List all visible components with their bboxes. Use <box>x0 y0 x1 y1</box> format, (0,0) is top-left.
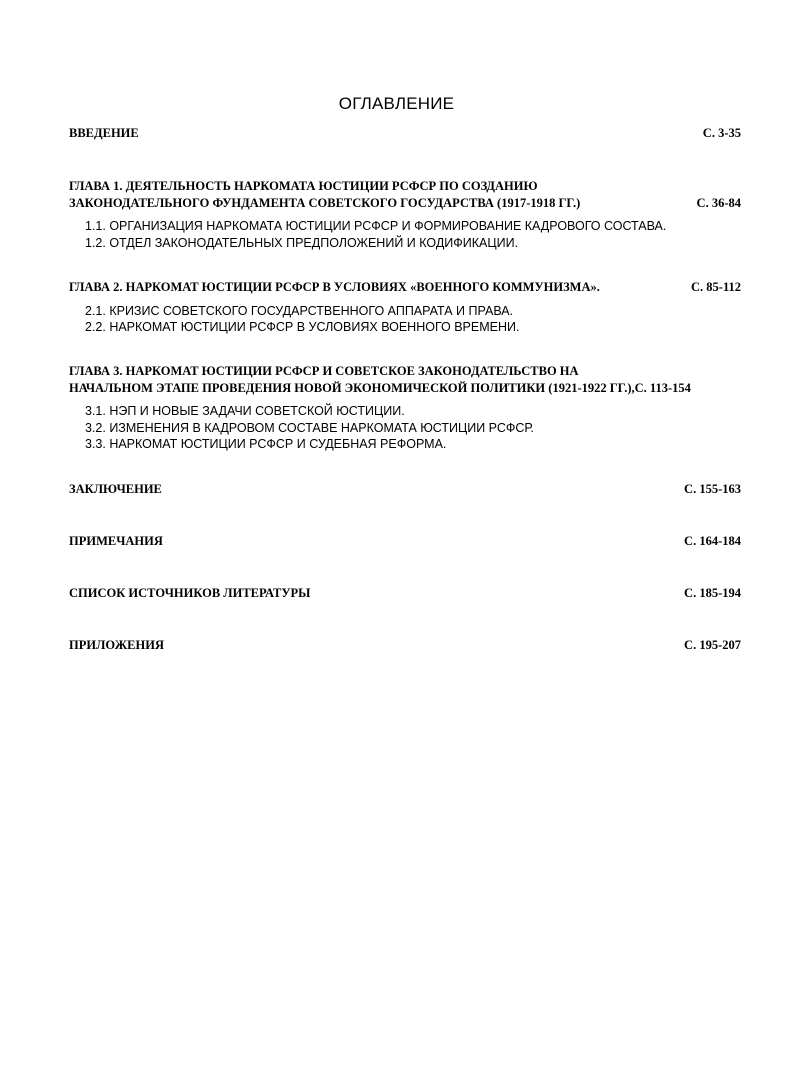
toc-chapter-title: ГЛАВА 3. НАРКОМАТ ЮСТИЦИИ РСФСР И СОВЕТСКОЕ ЗАКОНОДАТЕЛЬСТВО НА <box>69 364 579 378</box>
toc-entry-label: СПИСОК ИСТОЧНИКОВ ЛИТЕРАТУРЫ <box>69 586 311 600</box>
toc-entry-pages: С. 85-112 <box>691 280 741 294</box>
toc-chapter-3-line-2 <box>69 381 769 396</box>
toc-entry-conclusion <box>69 482 741 497</box>
toc-section-1-1: 1.1. ОРГАНИЗАЦИЯ НАРКОМАТА ЮСТИЦИИ РСФСР И ФОРМИРОВАНИЕ КАДРОВОГО СОСТАВА. <box>85 219 667 233</box>
toc-entry-intro <box>69 126 741 141</box>
toc-chapter-2 <box>69 280 741 295</box>
toc-entry-appendix <box>69 638 741 653</box>
toc-chapter-title: ГЛАВА 2. НАРКОМАТ ЮСТИЦИИ РСФСР В УСЛОВИЯХ «ВОЕННОГО КОММУНИЗМА». <box>69 280 600 294</box>
toc-entry-pages: С. 185-194 <box>684 586 741 600</box>
toc-section-3-2: 3.2. ИЗМЕНЕНИЯ В КАДРОВОМ СОСТАВЕ НАРКОМАТА ЮСТИЦИИ РСФСР. <box>85 421 534 435</box>
toc-entry-label: ПРИМЕЧАНИЯ <box>69 534 163 548</box>
toc-entry-pages: С. 164-184 <box>684 534 741 548</box>
toc-chapter-1-line-2 <box>69 196 741 211</box>
toc-chapter-title: ЗАКОНОДАТЕЛЬНОГО ФУНДАМЕНТА СОВЕТСКОГО ГОСУДАРСТВА (1917-1918 ГГ.) <box>69 196 581 210</box>
toc-chapter-title: НАЧАЛЬНОМ ЭТАПЕ ПРОВЕДЕНИЯ НОВОЙ ЭКОНОМИЧЕСКОЙ ПОЛИТИКИ (1921-1922 ГГ.),С. 113-154 <box>69 381 691 395</box>
toc-entry-sources <box>69 586 741 601</box>
toc-entry-pages: С. 195-207 <box>684 638 741 652</box>
toc-section-2-1: 2.1. КРИЗИС СОВЕТСКОГО ГОСУДАРСТВЕННОГО АППАРАТА И ПРАВА. <box>85 304 514 318</box>
toc-entry-label: ЗАКЛЮЧЕНИЕ <box>69 482 162 496</box>
toc-entry-pages: С. 155-163 <box>684 482 741 496</box>
toc-entry-pages: С. 36-84 <box>696 196 741 210</box>
toc-chapter-title: ГЛАВА 1. ДЕЯТЕЛЬНОСТЬ НАРКОМАТА ЮСТИЦИИ РСФСР ПО СОЗДАНИЮ <box>69 179 538 193</box>
toc-section-3-3: 3.3. НАРКОМАТ ЮСТИЦИИ РСФСР И СУДЕБНАЯ РЕФОРМА. <box>85 437 447 451</box>
toc-entry-label: ПРИЛОЖЕНИЯ <box>69 638 164 652</box>
toc-section-2-2: 2.2. НАРКОМАТ ЮСТИЦИИ РСФСР В УСЛОВИЯХ ВОЕННОГО ВРЕМЕНИ. <box>85 320 520 334</box>
toc-chapter-1-line-1 <box>69 179 741 194</box>
toc-title: ОГЛАВЛЕНИЕ <box>338 94 455 113</box>
toc-entry-notes <box>69 534 741 549</box>
toc-section-1-2: 1.2. ОТДЕЛ ЗАКОНОДАТЕЛЬНЫХ ПРЕДПОЛОЖЕНИЙ И КОДИФИКАЦИИ. <box>85 236 519 250</box>
toc-chapter-3-line-1 <box>69 364 741 379</box>
toc-entry-pages: С. 3-35 <box>702 126 741 140</box>
toc-entry-label: ВВЕДЕНИЕ <box>69 126 139 140</box>
toc-section-3-1: 3.1. НЭП И НОВЫЕ ЗАДАЧИ СОВЕТСКОЙ ЮСТИЦИИ. <box>85 404 405 418</box>
